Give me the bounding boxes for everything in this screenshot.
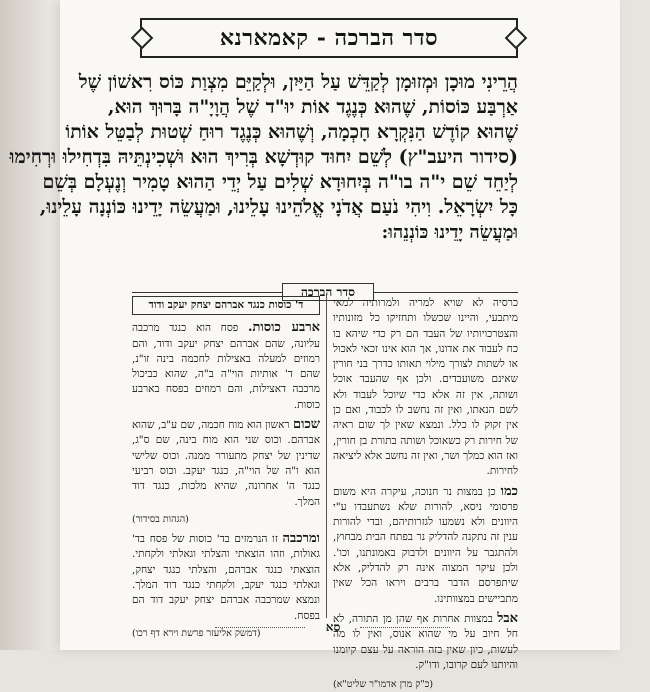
citation: (הגהות בסידור) [132,513,189,525]
intro-line: אַרְבַּע כּוֹסוֹת, שֶׁהוּא כְּנֶגֶד אוֹת יוּ"ד שֶׁל הֲוָיָ"ה בָּרוּךְ הוּא, [107,96,518,118]
intro-line: (סידור היעב"ץ) לְשֵׁם יִחוּד קוּדְשָׁא בְּרִיךְ הוּא וּשְׁכִינְתֵּיהּ בִּדְחִילוּ וּרְחִימוּ [9,146,518,168]
footer-dotted-rule [215,627,305,628]
left-column-box-title: ד' כוסות כנגד אברהם יצחק יעקב ודוד [132,296,320,315]
right-column [333,296,518,692]
right-paragraph [333,611,518,673]
intro-line: כָּל יִשְׂרָאֵל. וִיהִי נֹעַם אֲדֹנָי אֱלֹהֵינוּ עָלֵינוּ, וּמַעֲשֵׂה יָדֵינוּ כּוֹנְנָה עָלֵינוּ, [39,196,518,218]
intro-line: לְיַחֵד שֵׁם י"ה בו"ה בְּיִחוּדָא שְׁלִים עַל יְדֵי הַהוּא טָמִיר וְנֶעְלָם בְּשֵׁם [42,171,518,193]
column-rule [326,296,327,618]
paragraph-text: זו הנרמזים בד' כוסות של פסח בד' גאולות, וזהו הוצאתי והצלתי וגאלתי ולקחתי. הוצאתי כנגד אברהם, והצלתי כנגד יצחק, וגאלתי כנגד יעקב, ולקחתי כנגד דוד המלך. ונמצא שמרכבה אברהם יצחק יעקב דוד הם בפסח. [132,533,320,622]
left-paragraph [132,531,320,641]
left-paragraph [132,417,320,527]
paragraph-lead-word: כמו [500,483,519,499]
right-paragraph: כרסיה לא שויא למריה ולמרותיה למאי מיתבעי, והיינו שכשלו ותחזיקו כל מזונותיו והצטרכויותיו של העבד הם רק כדי שיהא בו כח לעבוד את אדונו, אך הוא אינו זכאי לאכול או לשתות לצורך מילוי תאותו כדרך בני חורין שאינם משועבדים. ולכן אף שהעבד אוכל ושותה, אין זה אלא כדי שיוכל לעבוד ולא לשם הנאתו, ואין זה נחשב לו לכבוד, ואם כן אין זקוק לו כלל. ונמצא שאין לך שום ראיה של חירות רק כשאוכל ושותה בתורת בן חורין, ואז הוא כמלך ושר, ואין זה נחשב אלא ליציאה לחירות. [333,297,518,478]
paragraph-lead-word: אבל [497,610,518,626]
paragraph-lead-word: שכום [293,417,320,433]
paragraph-lead-word: ומרכבה [282,531,320,547]
paragraph-text: כן במצות נר חנוכה, עיקרה היא משום פרסומי ניסא, להורות שלא נשתעבדו ע"י היוונים ולא נשמעו לגזרותיהם, ובדי להורות ענין זה נתקנה להדליק נר בפתח הבית מבחוץ, ולהתגבר על היוונים ולדבוק באמונתנו, וכו'. ולכן עיקר המצוה אינה רק להדליק, אלא שיתפרסם הדבר ברבים ויראו הכל שאין מתביישים במצוותינו. [333,485,518,605]
left-column [132,296,320,645]
page-header-title: סדר הברכה - קאמארנא [219,25,439,51]
citation: (כ"ק מרן אדמו"ר שליט"א) [333,679,434,691]
page-number: סא [325,620,341,634]
footer-dotted-rule [360,627,450,628]
intro-prayer-block [9,70,518,245]
paragraph-text: פסח הוא כנגד מרכבה עליונה, שהם אברהם יצחק יעקב ודוד, והם רמוזים למעלה באצילות לחכמה בינה זו"נ, שהם ד' אותיות הוי"ה ב"ה, שהוא כביכול מרכבה דאצילות, והם רמוזים בפסח בארבע כוסות. [132,322,320,411]
paragraph-lead-word: ארבע כוסות. [247,320,320,336]
book-gutter [0,0,60,650]
intro-line: שֶׁהוּא קוֹדֶשׁ הַנִּקְרָא חָכְמָה, וְשֶׁהוּא כְּנֶגֶד רוּחַ שְׁטוּת לְבַטֵּל אוֹתוֹ [65,121,518,143]
section-subheader-label: סדר הברכה [300,284,356,299]
page-header-box [140,18,518,58]
paragraph-text: ראשון הוא מוח חכמה, שם ע"ב, שהוא אברהם. וכוס שני הוא מוח בינה, שם ס"ג, שדינין של יצחק מתעורר ממנה. וכוס שלישי הוא ו"ה של הוי"ה, כנגד יעקב. וכוס רביעי כנגד ה' אחרונה, שהיא מלכות, כנגד דוד המלך. [132,419,320,508]
citation: (דמשק אליעזר פרשת וירא דף רכו) [132,627,261,639]
intro-line: וּמַעֲשֵׂה יָדֵינוּ כּוֹנְנֵהוּ: [381,222,518,243]
right-paragraph [333,484,518,607]
intro-line: הֲרֵינִי מוּכָן וּמְזוּמָן לְקַדֵּשׁ עַל הַיַּיִן, וּלְקַיֵּם מִצְוַת כּוֹס רִאשׁוֹן שֶׁל [78,71,518,93]
left-paragraph [132,320,320,413]
paragraph-text: במצוות אחרות אף שהן מן התורה, לא חל חיוב על מי שהוא אנוס, ואין לו מה לעשות, כיון שאין בזה הוראה על עצם קיומנו והיותנו לעם קרובו, ודו"ק. [333,612,518,671]
